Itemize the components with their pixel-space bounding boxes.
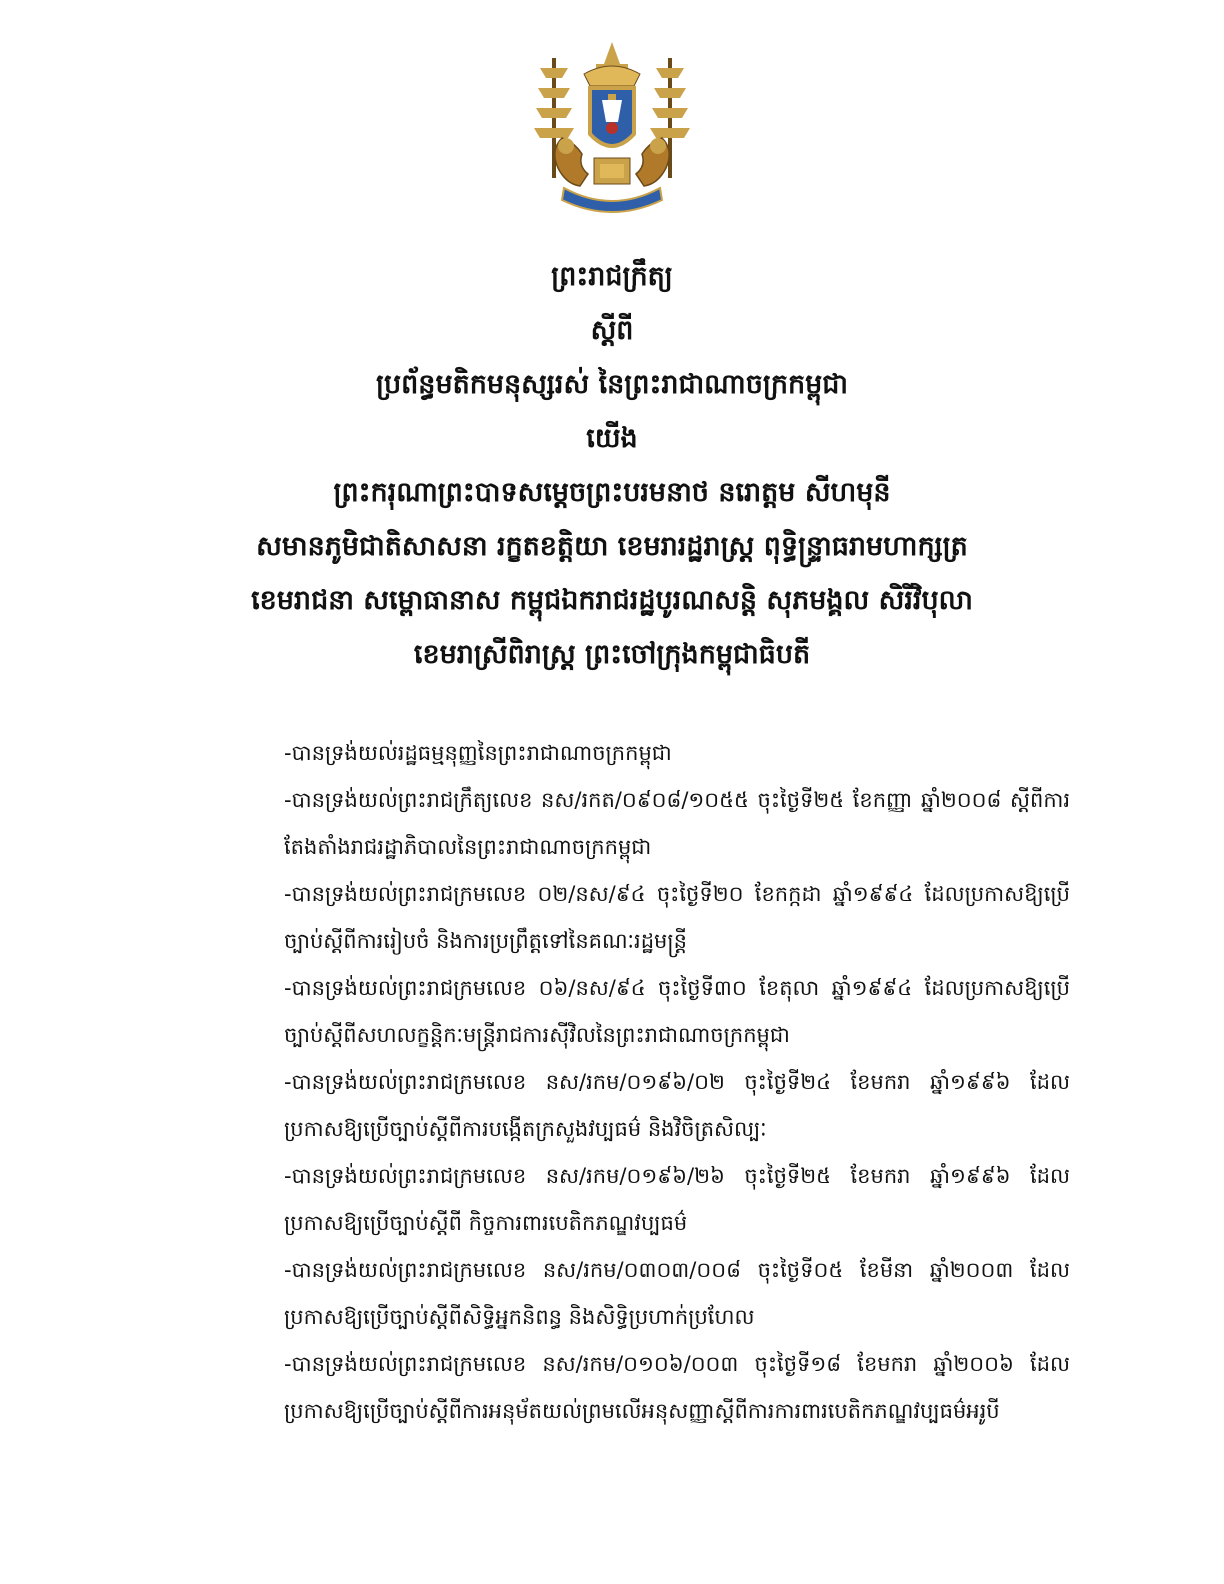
preamble-item: -បានទ្រង់យល់ព្រះរាជក្រឹត្យលេខ នស/រកត/០៩០៨/១០៥៥ ចុះថ្ងៃទី២៥ ខែកញ្ញា ឆ្នាំ២០០៨ ស្តីពីការតែងតាំងរាជរដ្ឋាភិបាលនៃព្រះរាជាណាចក្រកម្ពុជា <box>284 788 1070 859</box>
left-lion-icon <box>555 138 588 186</box>
preamble-item: -បានទ្រង់យល់ព្រះរាជក្រមលេខ ០៦/នស/៩៤ ចុះថ្ងៃទី៣០ ខែតុលា ឆ្នាំ១៩៩៤ ដែលប្រកាសឱ្យប្រើច្បាប់ស្តីពីសហលក្ខន្តិកៈមន្ត្រីរាជការស៊ីវិលនៃព្រះរាជាណាចក្រកម្ពុជា <box>284 976 1070 1047</box>
preamble-item: -បានទ្រង់យល់ព្រះរាជក្រមលេខ នស/រកម/០១៩៦/២៦ ចុះថ្ងៃទី២៥ ខែមករា ឆ្នាំ១៩៩៦ ដែលប្រកាសឱ្យប្រើច្បាប់ស្តីពី កិច្ចការពារបេតិកភណ្ឌវប្បធម៌ <box>284 1164 1070 1235</box>
preamble-item: -បានទ្រង់យល់ព្រះរាជក្រមលេខ នស/រកម/០១០៦/០០៣ ចុះថ្ងៃទី១៨ ខែមករា ឆ្នាំ២០០៦ ដែលប្រកាសឱ្យប្រើច្បាប់ស្តីពីការអនុម័តយល់ព្រមលើអនុសញ្ញាស្តីពីការការពារបេតិកភណ្ឌវប្បធម៌អរូបី <box>284 1352 1070 1423</box>
crown-icon <box>584 42 640 86</box>
preamble-item: -បានទ្រង់យល់ព្រះរាជក្រមលេខ ០២/នស/៩៤ ចុះថ្ងៃទី២០ ខែកក្កដា ឆ្នាំ១៩៩៤ ដែលប្រកាសឱ្យប្រើច្បាប់ស្តីពីការរៀបចំ និងការប្រព្រឹត្តទៅនៃគណៈរដ្ឋមន្ត្រី <box>284 882 1070 953</box>
decree-heading <box>0 250 1224 682</box>
preamble-item: -បានទ្រង់យល់ព្រះរាជក្រមលេខ នស/រកម/០៣០៣/០០៨ ចុះថ្ងៃទី០៥ ខែមីនា ឆ្នាំ២០០៣ ដែលប្រកាសឱ្យប្រើច្បាប់ស្តីពីសិទ្ធិអ្នកនិពន្ធ និងសិទ្ធិប្រហាក់ប្រហែល <box>284 1258 1070 1329</box>
right-lion-icon <box>636 138 669 186</box>
royal-arms-emblem <box>522 38 702 216</box>
shield-icon <box>590 88 634 146</box>
king-title-line-2: សមានភូមិជាតិសាសនា រក្ខតខត្តិយា ខេមរារដ្ឋរាស្ត្រ ពុទ្ធិន្ទ្រាធរាមហាក្សត្រ <box>256 531 968 562</box>
king-title-line-1: ព្រះករុណាព្រះបាទសម្តេចព្រះបរមនាថ នរោត្តម សីហមុនី <box>333 477 891 508</box>
decree-title: ព្រះរាជក្រឹត្យ <box>551 261 673 292</box>
king-title-line-3: ខេមរាជនា សម្ពោធានាស កម្ពុជឯករាជរដ្ឋបូរណសន្តិ សុភមង្គល សិរីវិបុលា <box>251 585 973 616</box>
decree-we: យើង <box>586 423 638 454</box>
king-title-line-4: ខេមរាស្រីពិរាស្ត្រ ព្រះចៅក្រុងកម្ពុជាធិបតី <box>413 639 811 670</box>
preamble-item: -បានទ្រង់យល់រដ្ឋធម្មនុញ្ញនៃព្រះរាជាណាចក្រកម្ពុជា <box>284 741 672 765</box>
decree-about: ស្តីពី <box>590 315 634 346</box>
decree-body <box>284 730 1070 1435</box>
preamble-item: -បានទ្រង់យល់ព្រះរាជក្រមលេខ នស/រកម/០១៩៦/០២ ចុះថ្ងៃទី២៤ ខែមករា ឆ្នាំ១៩៩៦ ដែលប្រកាសឱ្យប្រើច្បាប់ស្តីពីការបង្កើតក្រសួងវប្បធម៌ និងវិចិត្រសិល្បៈ <box>284 1070 1070 1141</box>
decree-subject: ប្រព័ន្ធមតិកមនុស្សរស់ នៃព្រះរាជាណាចក្រកម្ពុជា <box>375 369 848 400</box>
